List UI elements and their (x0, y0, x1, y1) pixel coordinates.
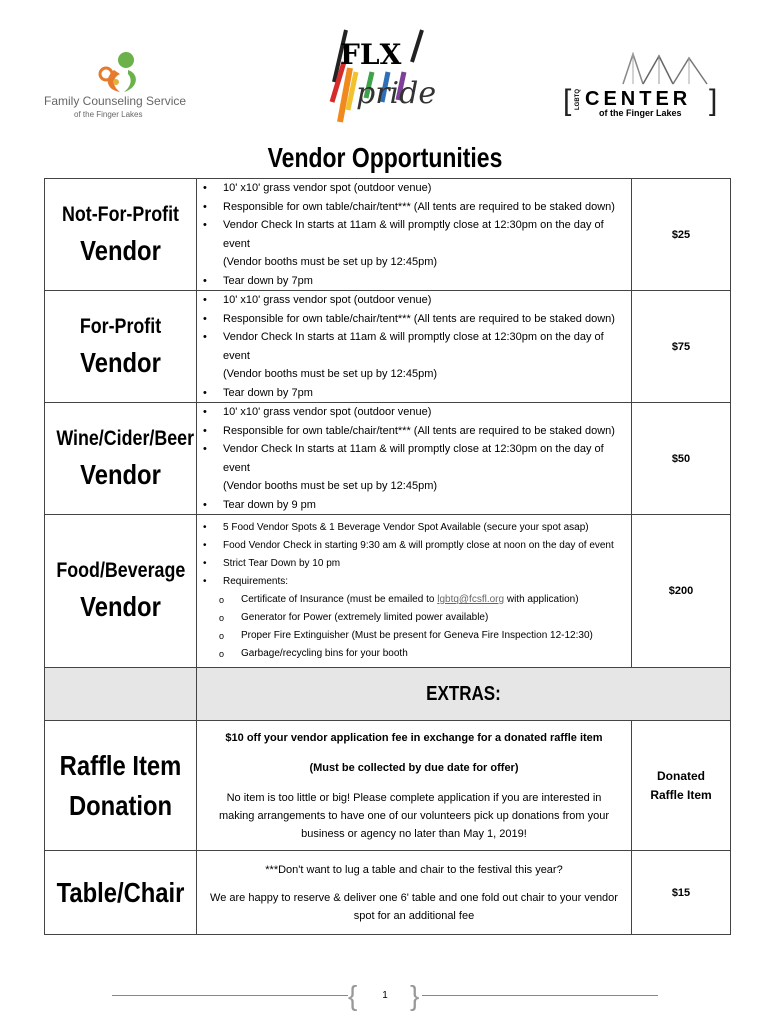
detail-list (197, 291, 631, 402)
table-row (45, 179, 731, 291)
list-item: o Proper Fire Extinguisher (Must be present for Geneva Fire Inspection 12-12:30) (241, 627, 631, 645)
raffle-description: No item is too little or big! Please complete application if you are interested in making arrangements to have one of our volunteers pick up donations from your business or agency no later than May 1, 2019! (218, 791, 610, 840)
category-type: Vendor (80, 458, 161, 490)
list-item: • 5 Food Vendor Spots & 1 Beverage Vendor Spot Available (secure your spot asap) (223, 519, 631, 537)
details-cell (197, 291, 632, 403)
category-label: Raffle Item Donation (59, 749, 182, 821)
details-cell (197, 179, 632, 291)
list-item: o Garbage/recycling bins for your booth (241, 645, 631, 663)
cert-text-end: with application) (506, 594, 579, 605)
list-item-continuation: (Vendor booths must be set up by 12:45pm) (223, 368, 438, 380)
price-cell: $200 (632, 515, 731, 668)
detail-list (197, 179, 631, 290)
right-bracket: ] (709, 84, 718, 117)
table-row (45, 851, 731, 935)
category-type: Vendor (80, 346, 161, 378)
right-brace: } (410, 980, 420, 1011)
list-item: • 10' x10' grass vendor spot (outdoor venue) (223, 179, 631, 198)
list-item: • Tear down by 9 pm (223, 496, 631, 515)
flx-pride-logo (326, 22, 444, 134)
flx-text: FLX (340, 38, 402, 71)
list-item: • Strict Tear Down by 10 pm (223, 555, 631, 573)
list-item (223, 328, 631, 384)
list-item: o Generator for Power (extremely limited power available) (241, 609, 631, 627)
fcs-name: Family Counseling Service (44, 94, 187, 108)
list-item: • Responsible for own table/chair/tent*** (All tents are required to be staked down) (223, 310, 631, 329)
lgbtq-tag: LGBTQ (575, 89, 581, 110)
category-cell (45, 721, 197, 851)
detail-list (197, 403, 631, 514)
center-subtitle: of the Finger Lakes (599, 108, 682, 118)
category-cell (45, 179, 197, 291)
footer-rule-right (422, 995, 658, 996)
category-cell (45, 851, 197, 935)
email-link[interactable]: lgbtq@fcsfl.org (437, 594, 505, 605)
details-cell (197, 851, 632, 935)
category-cell (45, 403, 197, 515)
category-label: Table/Chair (56, 876, 185, 908)
details-cell (197, 515, 632, 668)
requirements-list (197, 591, 631, 663)
category-label: Not-For-Profit (61, 202, 179, 226)
extras-cell (197, 668, 731, 721)
list-item: • 10' x10' grass vendor spot (outdoor venue) (223, 403, 631, 422)
tablechair-question: ***Don't want to lug a table and chair to the festival this year? (265, 863, 563, 876)
table-row (45, 721, 731, 851)
raffle-note: (Must be collected by due date for offer) (309, 761, 519, 774)
list-item: • Food Vendor Check in starting 9:30 am & will promptly close at noon on the day of event (223, 537, 631, 555)
table-row (45, 403, 731, 515)
list-item-text: Vendor Check In starts at 11am & will promptly close at 12:30pm on the day of event (223, 443, 604, 474)
price-cell: $50 (632, 403, 731, 515)
list-item: • 10' x10' grass vendor spot (outdoor venue) (223, 291, 631, 310)
fcs-subtitle: of the Finger Lakes (74, 110, 143, 119)
vendor-table (44, 178, 731, 935)
table-row (45, 515, 731, 668)
table-row (45, 291, 731, 403)
empty-cell (45, 668, 197, 721)
detail-list (197, 519, 631, 591)
tablechair-description: We are happy to reserve & deliver one 6' table and one fold out chair to your vendor spot for an additional fee (210, 891, 618, 922)
list-item (241, 591, 631, 609)
list-item: • Tear down by 7pm (223, 272, 631, 291)
center-word: CENTER (585, 88, 692, 110)
price-cell: Donated Raffle Item (632, 721, 731, 851)
lgbtq-center-logo (563, 50, 723, 122)
list-item-text: Vendor Check In starts at 11am & will promptly close at 12:30pm on the day of event (223, 219, 604, 250)
fcs-figure-icon (84, 48, 184, 94)
list-item: • Tear down by 7pm (223, 384, 631, 403)
pride-text: pride (356, 76, 437, 111)
list-item-continuation: (Vendor booths must be set up by 12:45pm) (223, 256, 438, 268)
list-item-text: Vendor Check In starts at 11am & will promptly close at 12:30pm on the day of event (223, 331, 604, 362)
sail-icon (603, 50, 743, 90)
price-cell: $75 (632, 291, 731, 403)
category-label: For-Profit (79, 314, 162, 338)
list-item-continuation: (Vendor booths must be set up by 12:45pm) (223, 480, 438, 492)
category-cell (45, 291, 197, 403)
left-bracket: [ (563, 84, 572, 117)
page-title: Vendor Opportunities (267, 142, 503, 173)
details-cell (197, 403, 632, 515)
category-label: Wine/Cider/Beer (56, 426, 195, 450)
list-item (223, 440, 631, 496)
price-cell: $25 (632, 179, 731, 291)
list-item: • Responsible for own table/chair/tent*** (All tents are required to be staked down) (223, 422, 631, 441)
cert-text: Certificate of Insurance (must be emailed to (241, 594, 435, 605)
category-cell (45, 515, 197, 668)
family-counseling-service-logo (44, 48, 194, 128)
extras-row (45, 668, 731, 721)
page-footer (112, 982, 658, 1012)
list-item: • Requirements: (223, 573, 631, 591)
list-item: • Responsible for own table/chair/tent*** (All tents are required to be staked down) (223, 198, 631, 217)
category-label: Food/Beverage (56, 559, 186, 582)
details-cell (197, 721, 632, 851)
price-cell: $15 (632, 851, 731, 935)
raffle-offer: $10 off your vendor application fee in exchange for a donated raffle item (225, 731, 603, 744)
extras-heading: EXTRAS: (426, 682, 501, 705)
category-type: Vendor (80, 591, 161, 622)
page-number: 1 (382, 990, 388, 1001)
list-item (223, 216, 631, 272)
left-brace: { (348, 980, 358, 1011)
category-type: Vendor (80, 234, 161, 266)
